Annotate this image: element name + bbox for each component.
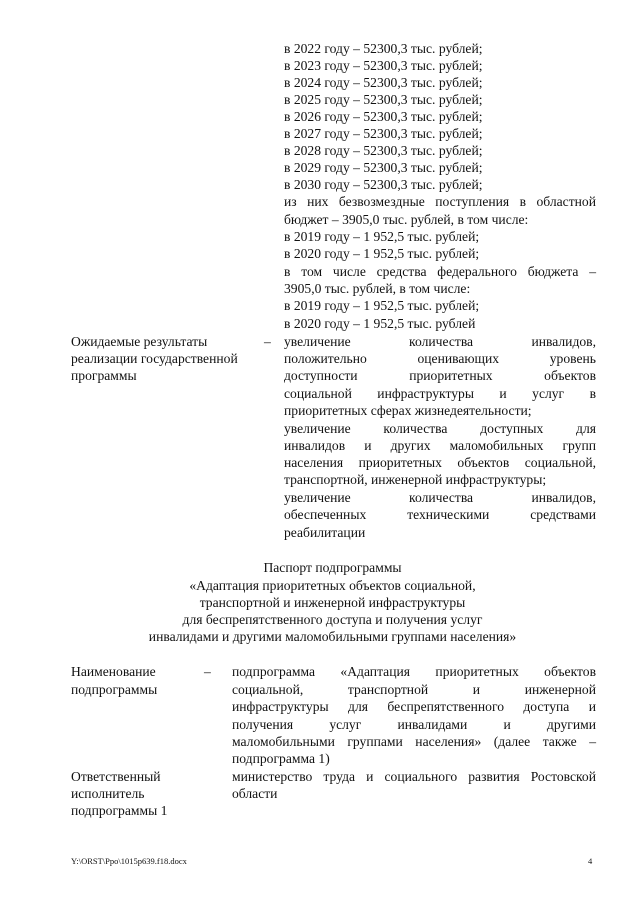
row-text-line: инвалидов и других маломобильных групп bbox=[284, 438, 596, 453]
funding-line: в 2029 году – 52300,3 тыс. рублей; bbox=[284, 160, 483, 175]
heading-line: «Адаптация приоритетных объектов социальной, bbox=[189, 578, 476, 593]
funding-line: в 2030 году – 52300,3 тыс. рублей; bbox=[284, 177, 483, 192]
row-text-line: реабилитации bbox=[284, 525, 366, 540]
row-text-line: обеспеченных техническими средствами bbox=[284, 507, 596, 522]
row-text-line: приоритетных сферах жизнедеятельности; bbox=[284, 403, 532, 418]
heading-line: транспортной и инженерной инфраструктуры bbox=[199, 595, 466, 610]
funding-line: бюджет – 3905,0 тыс. рублей, в том числе: bbox=[284, 212, 529, 227]
row-text-line: транспортной, инженерной инфраструктуры; bbox=[284, 472, 547, 487]
row-label: подпрограммы 1 bbox=[71, 803, 168, 818]
funding-line: в 2025 году – 52300,3 тыс. рублей; bbox=[284, 92, 483, 107]
funding-line: в 2027 году – 52300,3 тыс. рублей; bbox=[284, 126, 483, 141]
funding-line: в 2020 году – 1 952,5 тыс. рублей bbox=[284, 316, 476, 331]
row-text-line: населения приоритетных объектов социальной, bbox=[284, 455, 596, 470]
row-text-line: положительно оценивающих уровень bbox=[284, 351, 596, 366]
funding-line: в 2019 году – 1 952,5 тыс. рублей; bbox=[284, 229, 480, 244]
footer-file-path: Y:\ORST\Ppo\1015p639.f18.docx bbox=[71, 856, 187, 866]
row-label: Наименование bbox=[71, 664, 156, 679]
row-text-line: министерство труда и социального развития Ростовской bbox=[232, 769, 596, 784]
row-text-line: маломобильными группами населения» (далее также – bbox=[232, 734, 596, 749]
row-dash: – bbox=[264, 334, 271, 349]
funding-line: в том числе средства федерального бюджета – bbox=[284, 264, 596, 279]
row-label: подпрограммы bbox=[71, 682, 158, 697]
row-label: программы bbox=[71, 368, 137, 383]
row-text-line: подпрограмма «Адаптация приоритетных объектов bbox=[232, 664, 596, 679]
row-label: Ответственный bbox=[71, 769, 161, 784]
funding-line: в 2022 году – 52300,3 тыс. рублей; bbox=[284, 41, 483, 56]
row-text-line: области bbox=[232, 786, 278, 801]
funding-line: 3905,0 тыс. рублей, в том числе: bbox=[284, 281, 471, 296]
funding-line: в 2023 году – 52300,3 тыс. рублей; bbox=[284, 58, 483, 73]
funding-line: в 2020 году – 1 952,5 тыс. рублей; bbox=[284, 246, 480, 261]
funding-line: в 2028 году – 52300,3 тыс. рублей; bbox=[284, 143, 483, 158]
row-text-line: получения услуг инвалидами и другими bbox=[232, 717, 596, 732]
heading-line: Паспорт подпрограммы bbox=[263, 560, 402, 575]
row-dash: – bbox=[204, 664, 211, 679]
funding-line: в 2026 году – 52300,3 тыс. рублей; bbox=[284, 109, 483, 124]
row-text-line: социальной инфраструктуры и услуг в bbox=[284, 386, 596, 401]
footer-page-number: 4 bbox=[588, 856, 593, 866]
row-text-line: инфраструктуры для беспрепятственного доступа и bbox=[232, 699, 596, 714]
row-text-line: увеличение количества инвалидов, bbox=[284, 490, 596, 505]
row-text-line: увеличение количества доступных для bbox=[284, 421, 596, 436]
heading-line: инвалидами и другими маломобильными группами населения» bbox=[148, 629, 517, 644]
row-text-line: увеличение количества инвалидов, bbox=[284, 334, 596, 349]
row-text-line: социальной, транспортной и инженерной bbox=[232, 682, 596, 697]
row-text-line: доступности приоритетных объектов bbox=[284, 368, 596, 383]
row-text-line: подпрограмма 1) bbox=[232, 751, 330, 766]
row-label: Ожидаемые результаты bbox=[71, 334, 208, 349]
row-label: исполнитель bbox=[71, 786, 145, 801]
funding-line: из них безвозмездные поступления в областной bbox=[284, 194, 596, 209]
funding-line: в 2024 году – 52300,3 тыс. рублей; bbox=[284, 75, 483, 90]
row-label: реализации государственной bbox=[71, 351, 238, 366]
heading-line: для беспрепятственного доступа и получения услуг bbox=[182, 612, 483, 627]
funding-line: в 2019 году – 1 952,5 тыс. рублей; bbox=[284, 298, 480, 313]
